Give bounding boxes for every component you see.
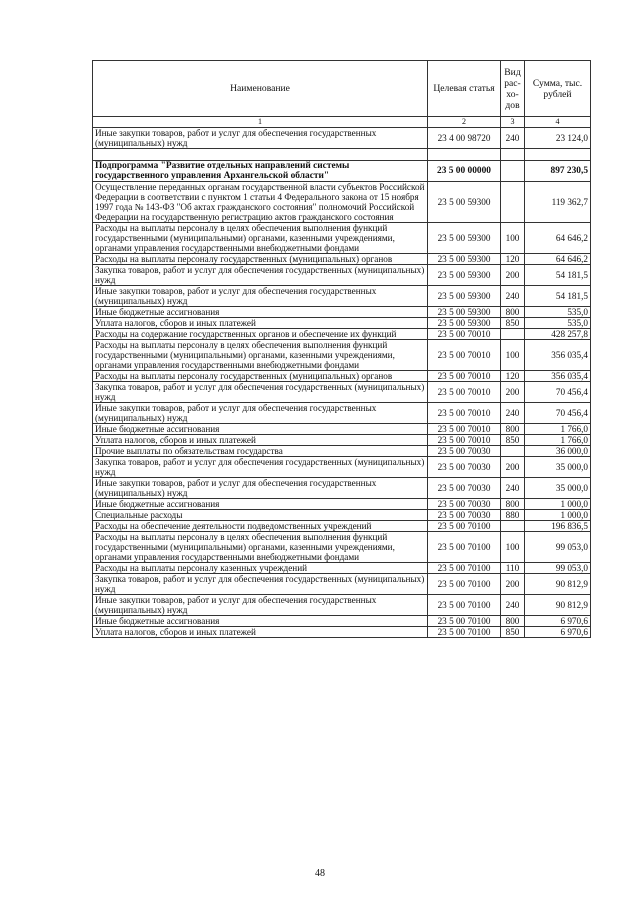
spacer-cell bbox=[93, 149, 428, 161]
row-expense-type: 800 bbox=[501, 616, 525, 627]
row-name: Иные бюджетные ассигнования bbox=[93, 616, 428, 627]
header-name: Наименование bbox=[93, 61, 428, 117]
row-expense-type: 800 bbox=[501, 307, 525, 318]
header-row bbox=[93, 61, 591, 117]
header-expense-type: Вид рас-хо-дов bbox=[501, 61, 525, 117]
row-expense-type bbox=[501, 446, 525, 457]
row-name: Уплата налогов, сборов и иных платежей bbox=[93, 318, 428, 329]
table-row bbox=[93, 128, 591, 149]
row-name: Расходы на обеспечение деятельности подведомственных учреждений bbox=[93, 521, 428, 532]
row-expense-type: 120 bbox=[501, 371, 525, 382]
row-name: Иные закупки товаров, работ и услуг для обеспечения государственных (муниципальных) нужд bbox=[93, 595, 428, 616]
row-name: Расходы на выплаты персоналу в целях обеспечения выполнения функций государственными (муниципальными) органами, казенными учреждениями, органами управления государственными внебюджетными фондами bbox=[93, 340, 428, 371]
row-expense-type: 850 bbox=[501, 627, 525, 638]
row-name: Иные закупки товаров, работ и услуг для обеспечения государственных (муниципальных) нужд bbox=[93, 478, 428, 499]
row-name: Расходы на выплаты персоналу государственных (муниципальных) органов bbox=[93, 254, 428, 265]
row-name: Закупка товаров, работ и услуг для обеспечения государственных (муниципальных) нужд bbox=[93, 574, 428, 595]
row-amount: 35 000,0 bbox=[525, 478, 591, 499]
table-row bbox=[93, 532, 591, 563]
row-expense-type: 200 bbox=[501, 382, 525, 403]
row-name: Иные бюджетные ассигнования bbox=[93, 307, 428, 318]
row-amount: 897 230,5 bbox=[525, 161, 591, 182]
row-expense-type: 240 bbox=[501, 595, 525, 616]
row-name: Уплата налогов, сборов и иных платежей bbox=[93, 627, 428, 638]
row-name: Уплата налогов, сборов и иных платежей bbox=[93, 435, 428, 446]
table-body bbox=[93, 128, 591, 638]
row-target-article: 23 5 00 70100 bbox=[428, 616, 501, 627]
row-expense-type bbox=[501, 161, 525, 182]
table-row bbox=[93, 286, 591, 307]
row-target-article: 23 5 00 70100 bbox=[428, 595, 501, 616]
row-amount: 428 257,8 bbox=[525, 329, 591, 340]
spacer-cell bbox=[501, 149, 525, 161]
row-amount: 99 053,0 bbox=[525, 532, 591, 563]
row-expense-type bbox=[501, 182, 525, 223]
row-name: Расходы на выплаты персоналу казенных учреждений bbox=[93, 563, 428, 574]
row-amount: 64 646,2 bbox=[525, 223, 591, 254]
row-name: Иные бюджетные ассигнования bbox=[93, 424, 428, 435]
spacer-cell bbox=[525, 149, 591, 161]
row-target-article: 23 5 00 70010 bbox=[428, 403, 501, 424]
row-amount: 356 035,4 bbox=[525, 371, 591, 382]
table-row bbox=[93, 265, 591, 286]
row-amount: 54 181,5 bbox=[525, 265, 591, 286]
spacer-cell bbox=[428, 149, 501, 161]
table-row bbox=[93, 627, 591, 638]
row-expense-type: 100 bbox=[501, 340, 525, 371]
row-amount: 1 766,0 bbox=[525, 435, 591, 446]
row-amount: 35 000,0 bbox=[525, 457, 591, 478]
row-amount: 119 362,7 bbox=[525, 182, 591, 223]
header-amount: Сумма, тыс. рублей bbox=[525, 61, 591, 117]
row-name: Закупка товаров, работ и услуг для обеспечения государственных (муниципальных) нужд bbox=[93, 382, 428, 403]
row-amount: 99 053,0 bbox=[525, 563, 591, 574]
row-amount: 1 000,0 bbox=[525, 510, 591, 521]
row-amount: 70 456,4 bbox=[525, 382, 591, 403]
row-expense-type: 850 bbox=[501, 435, 525, 446]
table-row bbox=[93, 371, 591, 382]
column-number: 1 bbox=[93, 117, 428, 128]
row-name: Закупка товаров, работ и услуг для обеспечения государственных (муниципальных) нужд bbox=[93, 265, 428, 286]
table-row bbox=[93, 616, 591, 627]
row-expense-type: 240 bbox=[501, 403, 525, 424]
table-row bbox=[93, 382, 591, 403]
row-target-article: 23 5 00 70010 bbox=[428, 340, 501, 371]
row-target-article: 23 5 00 70030 bbox=[428, 499, 501, 510]
row-target-article: 23 5 00 70010 bbox=[428, 435, 501, 446]
row-name: Расходы на выплаты персоналу в целях обеспечения выполнения функций государственными (муниципальными) органами, казенными учреждениями, органами управления государственными внебюджетными фондами bbox=[93, 532, 428, 563]
table-row bbox=[93, 403, 591, 424]
row-name: Расходы на содержание государственных органов и обеспечение их функций bbox=[93, 329, 428, 340]
row-target-article: 23 5 00 59300 bbox=[428, 254, 501, 265]
row-target-article: 23 5 00 70100 bbox=[428, 521, 501, 532]
row-expense-type: 240 bbox=[501, 478, 525, 499]
spacer-row bbox=[93, 149, 591, 161]
table-row bbox=[93, 435, 591, 446]
row-target-article: 23 5 00 70010 bbox=[428, 382, 501, 403]
row-expense-type: 120 bbox=[501, 254, 525, 265]
row-name: Иные закупки товаров, работ и услуг для обеспечения государственных (муниципальных) нужд bbox=[93, 128, 428, 149]
row-expense-type: 100 bbox=[501, 223, 525, 254]
table-row bbox=[93, 521, 591, 532]
table-row bbox=[93, 340, 591, 371]
row-target-article: 23 5 00 70100 bbox=[428, 627, 501, 638]
row-amount: 90 812,9 bbox=[525, 574, 591, 595]
row-expense-type: 100 bbox=[501, 532, 525, 563]
row-target-article: 23 5 00 00000 bbox=[428, 161, 501, 182]
row-amount: 64 646,2 bbox=[525, 254, 591, 265]
table-row bbox=[93, 510, 591, 521]
row-expense-type bbox=[501, 521, 525, 532]
row-name: Расходы на выплаты персоналу в целях обеспечения выполнения функций государственными (муниципальными) органами, казенными учреждениями, органами управления государственными внебюджетными фондами bbox=[93, 223, 428, 254]
row-target-article: 23 5 00 59300 bbox=[428, 265, 501, 286]
row-target-article: 23 5 00 59300 bbox=[428, 223, 501, 254]
table-row bbox=[93, 595, 591, 616]
column-number-row bbox=[93, 117, 591, 128]
row-name: Осуществление переданных органам государственной власти субъектов Российской Федерации в соответствии с пунктом 1 статьи 4 Федерального закона от 15 ноября 1997 года № 143-ФЗ "Об актах гражданского состояния" полномочий Российской Федерации на государственную регистрацию актов гражданского состояния bbox=[93, 182, 428, 223]
table-row bbox=[93, 457, 591, 478]
row-expense-type: 800 bbox=[501, 424, 525, 435]
row-amount: 6 970,6 bbox=[525, 616, 591, 627]
column-number: 2 bbox=[428, 117, 501, 128]
row-name: Специальные расходы bbox=[93, 510, 428, 521]
row-name: Прочие выплаты по обязательствам государства bbox=[93, 446, 428, 457]
row-target-article: 23 5 00 59300 bbox=[428, 286, 501, 307]
row-expense-type: 800 bbox=[501, 499, 525, 510]
row-target-article: 23 5 00 70030 bbox=[428, 478, 501, 499]
table-row bbox=[93, 446, 591, 457]
row-amount: 36 000,0 bbox=[525, 446, 591, 457]
row-amount: 1 000,0 bbox=[525, 499, 591, 510]
row-amount: 54 181,5 bbox=[525, 286, 591, 307]
row-amount: 535,0 bbox=[525, 318, 591, 329]
row-amount: 356 035,4 bbox=[525, 340, 591, 371]
row-expense-type: 200 bbox=[501, 265, 525, 286]
column-number: 4 bbox=[525, 117, 591, 128]
row-amount: 1 766,0 bbox=[525, 424, 591, 435]
row-amount: 23 124,0 bbox=[525, 128, 591, 149]
table-row bbox=[93, 329, 591, 340]
row-target-article: 23 5 00 70100 bbox=[428, 532, 501, 563]
table-row bbox=[93, 563, 591, 574]
budget-table bbox=[92, 60, 591, 638]
row-name: Закупка товаров, работ и услуг для обеспечения государственных (муниципальных) нужд bbox=[93, 457, 428, 478]
row-target-article: 23 5 00 70010 bbox=[428, 329, 501, 340]
row-target-article: 23 5 00 70100 bbox=[428, 574, 501, 595]
row-expense-type: 880 bbox=[501, 510, 525, 521]
row-amount: 6 970,6 bbox=[525, 627, 591, 638]
table-row bbox=[93, 182, 591, 223]
row-expense-type: 240 bbox=[501, 286, 525, 307]
row-target-article: 23 5 00 59300 bbox=[428, 307, 501, 318]
table-row bbox=[93, 307, 591, 318]
row-name: Иные закупки товаров, работ и услуг для обеспечения государственных (муниципальных) нужд bbox=[93, 403, 428, 424]
row-target-article: 23 5 00 70100 bbox=[428, 563, 501, 574]
row-name: Подпрограмма "Развитие отдельных направлений системы государственного управления Архангельской области" bbox=[93, 161, 428, 182]
table-row bbox=[93, 161, 591, 182]
row-target-article: 23 5 00 59300 bbox=[428, 318, 501, 329]
table-row bbox=[93, 478, 591, 499]
row-target-article: 23 5 00 70030 bbox=[428, 510, 501, 521]
row-name: Иные бюджетные ассигнования bbox=[93, 499, 428, 510]
row-target-article: 23 5 00 70010 bbox=[428, 424, 501, 435]
row-name: Расходы на выплаты персоналу государственных (муниципальных) органов bbox=[93, 371, 428, 382]
row-expense-type bbox=[501, 329, 525, 340]
page-number: 48 bbox=[315, 868, 325, 879]
table-row bbox=[93, 318, 591, 329]
row-target-article: 23 5 00 70030 bbox=[428, 457, 501, 478]
row-expense-type: 200 bbox=[501, 457, 525, 478]
header-target-article: Целевая статья bbox=[428, 61, 501, 117]
row-amount: 70 456,4 bbox=[525, 403, 591, 424]
row-expense-type: 110 bbox=[501, 563, 525, 574]
row-amount: 90 812,9 bbox=[525, 595, 591, 616]
row-expense-type: 240 bbox=[501, 128, 525, 149]
row-target-article: 23 5 00 70030 bbox=[428, 446, 501, 457]
table-row bbox=[93, 574, 591, 595]
table-row bbox=[93, 223, 591, 254]
column-number: 3 bbox=[501, 117, 525, 128]
row-expense-type: 850 bbox=[501, 318, 525, 329]
row-amount: 535,0 bbox=[525, 307, 591, 318]
row-target-article: 23 4 00 98720 bbox=[428, 128, 501, 149]
row-expense-type: 200 bbox=[501, 574, 525, 595]
row-amount: 196 836,5 bbox=[525, 521, 591, 532]
row-name: Иные закупки товаров, работ и услуг для обеспечения государственных (муниципальных) нужд bbox=[93, 286, 428, 307]
table-row bbox=[93, 499, 591, 510]
row-target-article: 23 5 00 70010 bbox=[428, 371, 501, 382]
table-row bbox=[93, 254, 591, 265]
table-row bbox=[93, 424, 591, 435]
row-target-article: 23 5 00 59300 bbox=[428, 182, 501, 223]
